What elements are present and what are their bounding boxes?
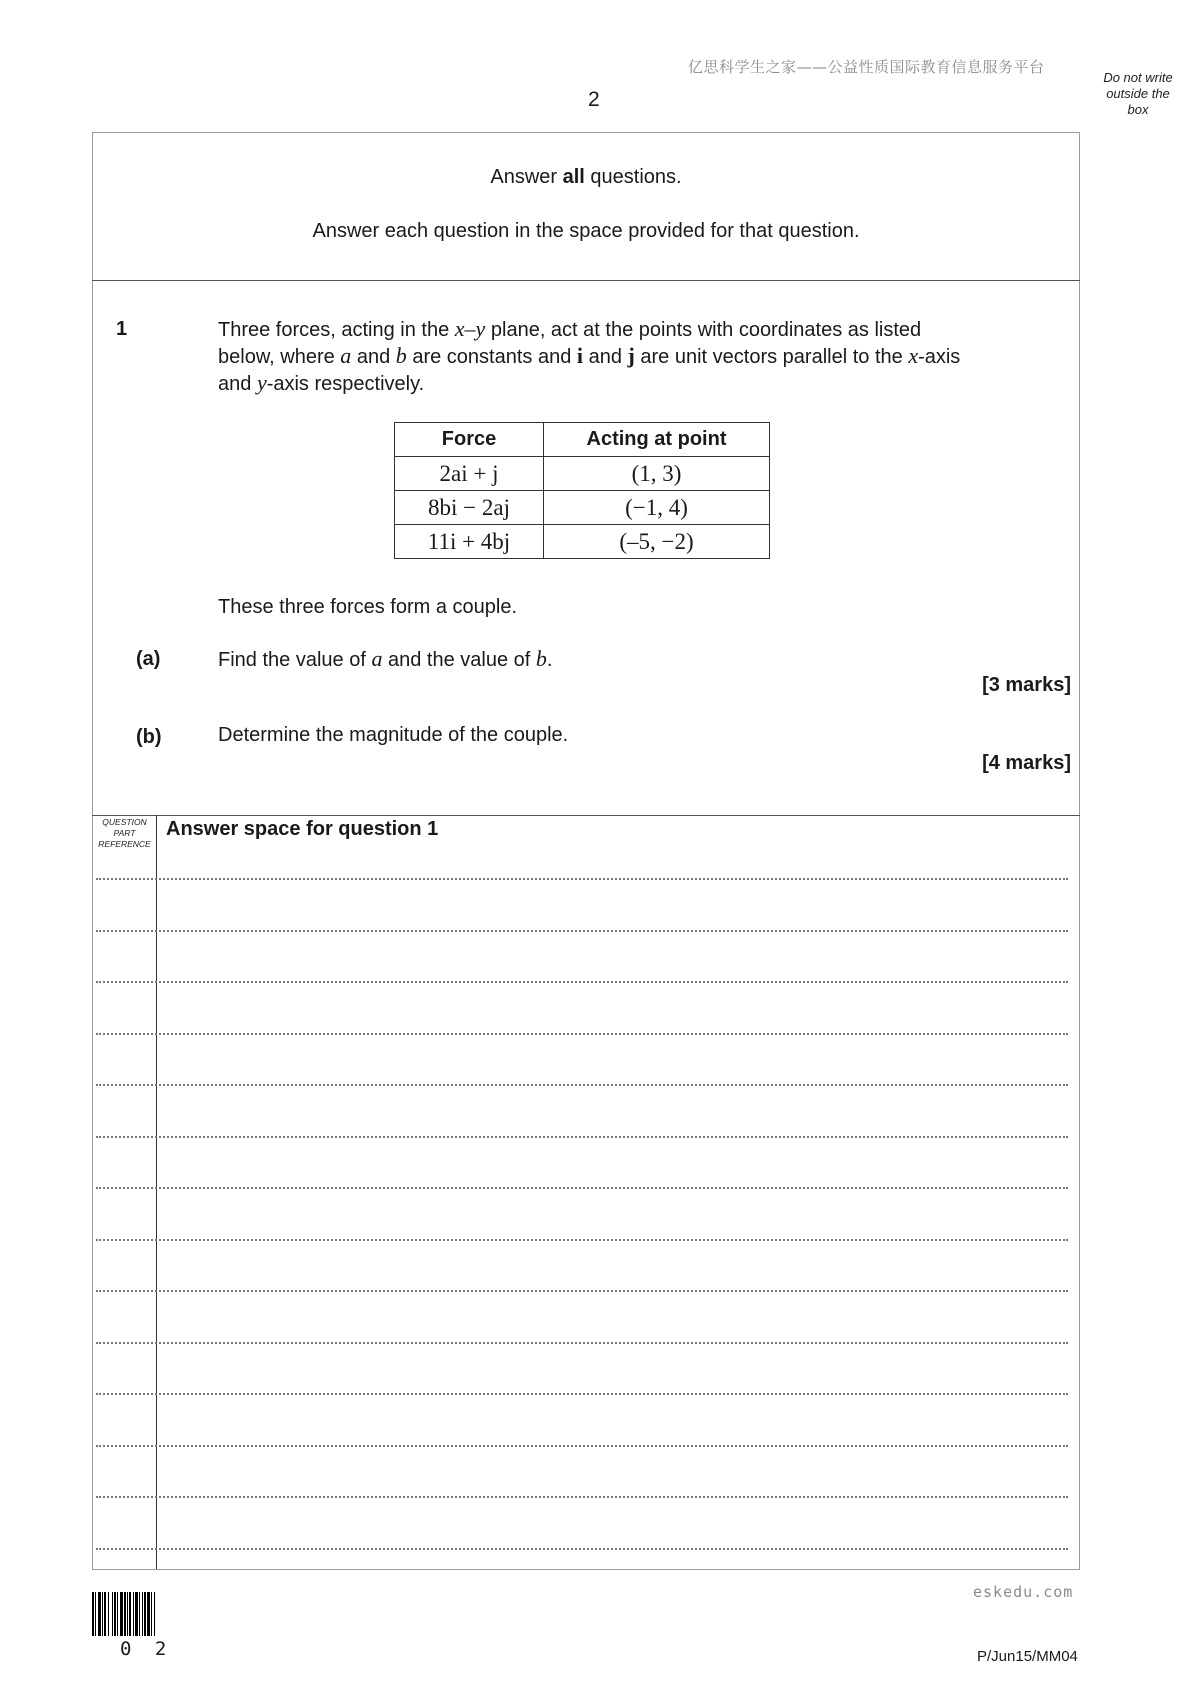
couple-statement: These three forces form a couple. bbox=[218, 596, 518, 618]
part-b-label: (b) bbox=[136, 726, 162, 748]
instruction-text: Answer bbox=[490, 166, 563, 188]
answer-line[interactable] bbox=[96, 1342, 1068, 1344]
instruction-text: questions. bbox=[584, 166, 682, 188]
watermark-text: 亿思科学生之家——公益性质国际教育信息服务平台 bbox=[688, 58, 1045, 76]
table-row bbox=[395, 525, 770, 559]
table-header-point: Acting at point bbox=[544, 423, 770, 457]
answer-line[interactable] bbox=[96, 1084, 1068, 1086]
table-row bbox=[395, 491, 770, 525]
answer-line[interactable] bbox=[96, 930, 1068, 932]
part-a-label: (a) bbox=[136, 648, 161, 670]
forces-table bbox=[394, 422, 770, 559]
margin-note-line: outside the bbox=[1106, 86, 1170, 101]
question-part-reference-label: QUESTION PART REFERENCE bbox=[98, 817, 151, 849]
margin-note-line: Do not write bbox=[1103, 70, 1173, 85]
answer-line[interactable] bbox=[96, 1445, 1068, 1447]
part-a-text: Find the value of a and the value of b. bbox=[218, 646, 553, 671]
margin-note-line: box bbox=[1127, 102, 1149, 117]
part-b-marks: [4 marks] bbox=[982, 752, 1071, 774]
point-cell: (1, 3) bbox=[544, 457, 770, 491]
force-cell: 2ai + j bbox=[395, 457, 544, 491]
force-cell: 8bi − 2aj bbox=[395, 491, 544, 525]
table-header-row bbox=[395, 423, 770, 457]
table-row bbox=[395, 457, 770, 491]
point-cell: (−1, 4) bbox=[544, 491, 770, 525]
barcode-number: 0 2 bbox=[120, 1638, 173, 1660]
instruction-line-2: Answer each question in the space provided for that question. bbox=[312, 220, 860, 242]
answer-line[interactable] bbox=[96, 878, 1068, 880]
force-cell: 11i + 4bj bbox=[395, 525, 544, 559]
site-watermark: eskedu.com bbox=[973, 1583, 1074, 1601]
margin-note bbox=[1090, 70, 1186, 118]
answer-line[interactable] bbox=[96, 1136, 1068, 1138]
answer-line[interactable] bbox=[96, 1393, 1068, 1395]
answer-line[interactable] bbox=[96, 1187, 1068, 1189]
section-divider bbox=[92, 280, 1080, 281]
part-b-text: Determine the magnitude of the couple. bbox=[218, 724, 569, 746]
answer-line[interactable] bbox=[96, 981, 1068, 983]
reference-column-divider bbox=[156, 815, 157, 1569]
question-number: 1 bbox=[116, 318, 128, 340]
answer-line[interactable] bbox=[96, 1033, 1068, 1035]
paper-reference: P/Jun15/MM04 bbox=[977, 1648, 1078, 1665]
question-stem: Three forces, acting in the x–y plane, act at the points with coordinates as listed below, where a and b are constants and i and j are unit vectors parallel to the x-axis and y-axis respectively. bbox=[218, 316, 961, 395]
answer-space-heading: Answer space for question 1 bbox=[166, 818, 439, 840]
table-header-force: Force bbox=[395, 423, 544, 457]
answer-line[interactable] bbox=[96, 1548, 1068, 1550]
page-number: 2 bbox=[588, 88, 600, 111]
answer-space-divider bbox=[92, 815, 1080, 816]
point-cell: (–5, −2) bbox=[544, 525, 770, 559]
barcode-icon bbox=[92, 1592, 196, 1636]
instruction-line-1 bbox=[92, 166, 1080, 189]
answer-line[interactable] bbox=[96, 1496, 1068, 1498]
instruction-emphasis: all bbox=[562, 166, 585, 188]
answer-line[interactable] bbox=[96, 1290, 1068, 1292]
part-a-marks: [3 marks] bbox=[982, 674, 1071, 696]
answer-line[interactable] bbox=[96, 1239, 1068, 1241]
